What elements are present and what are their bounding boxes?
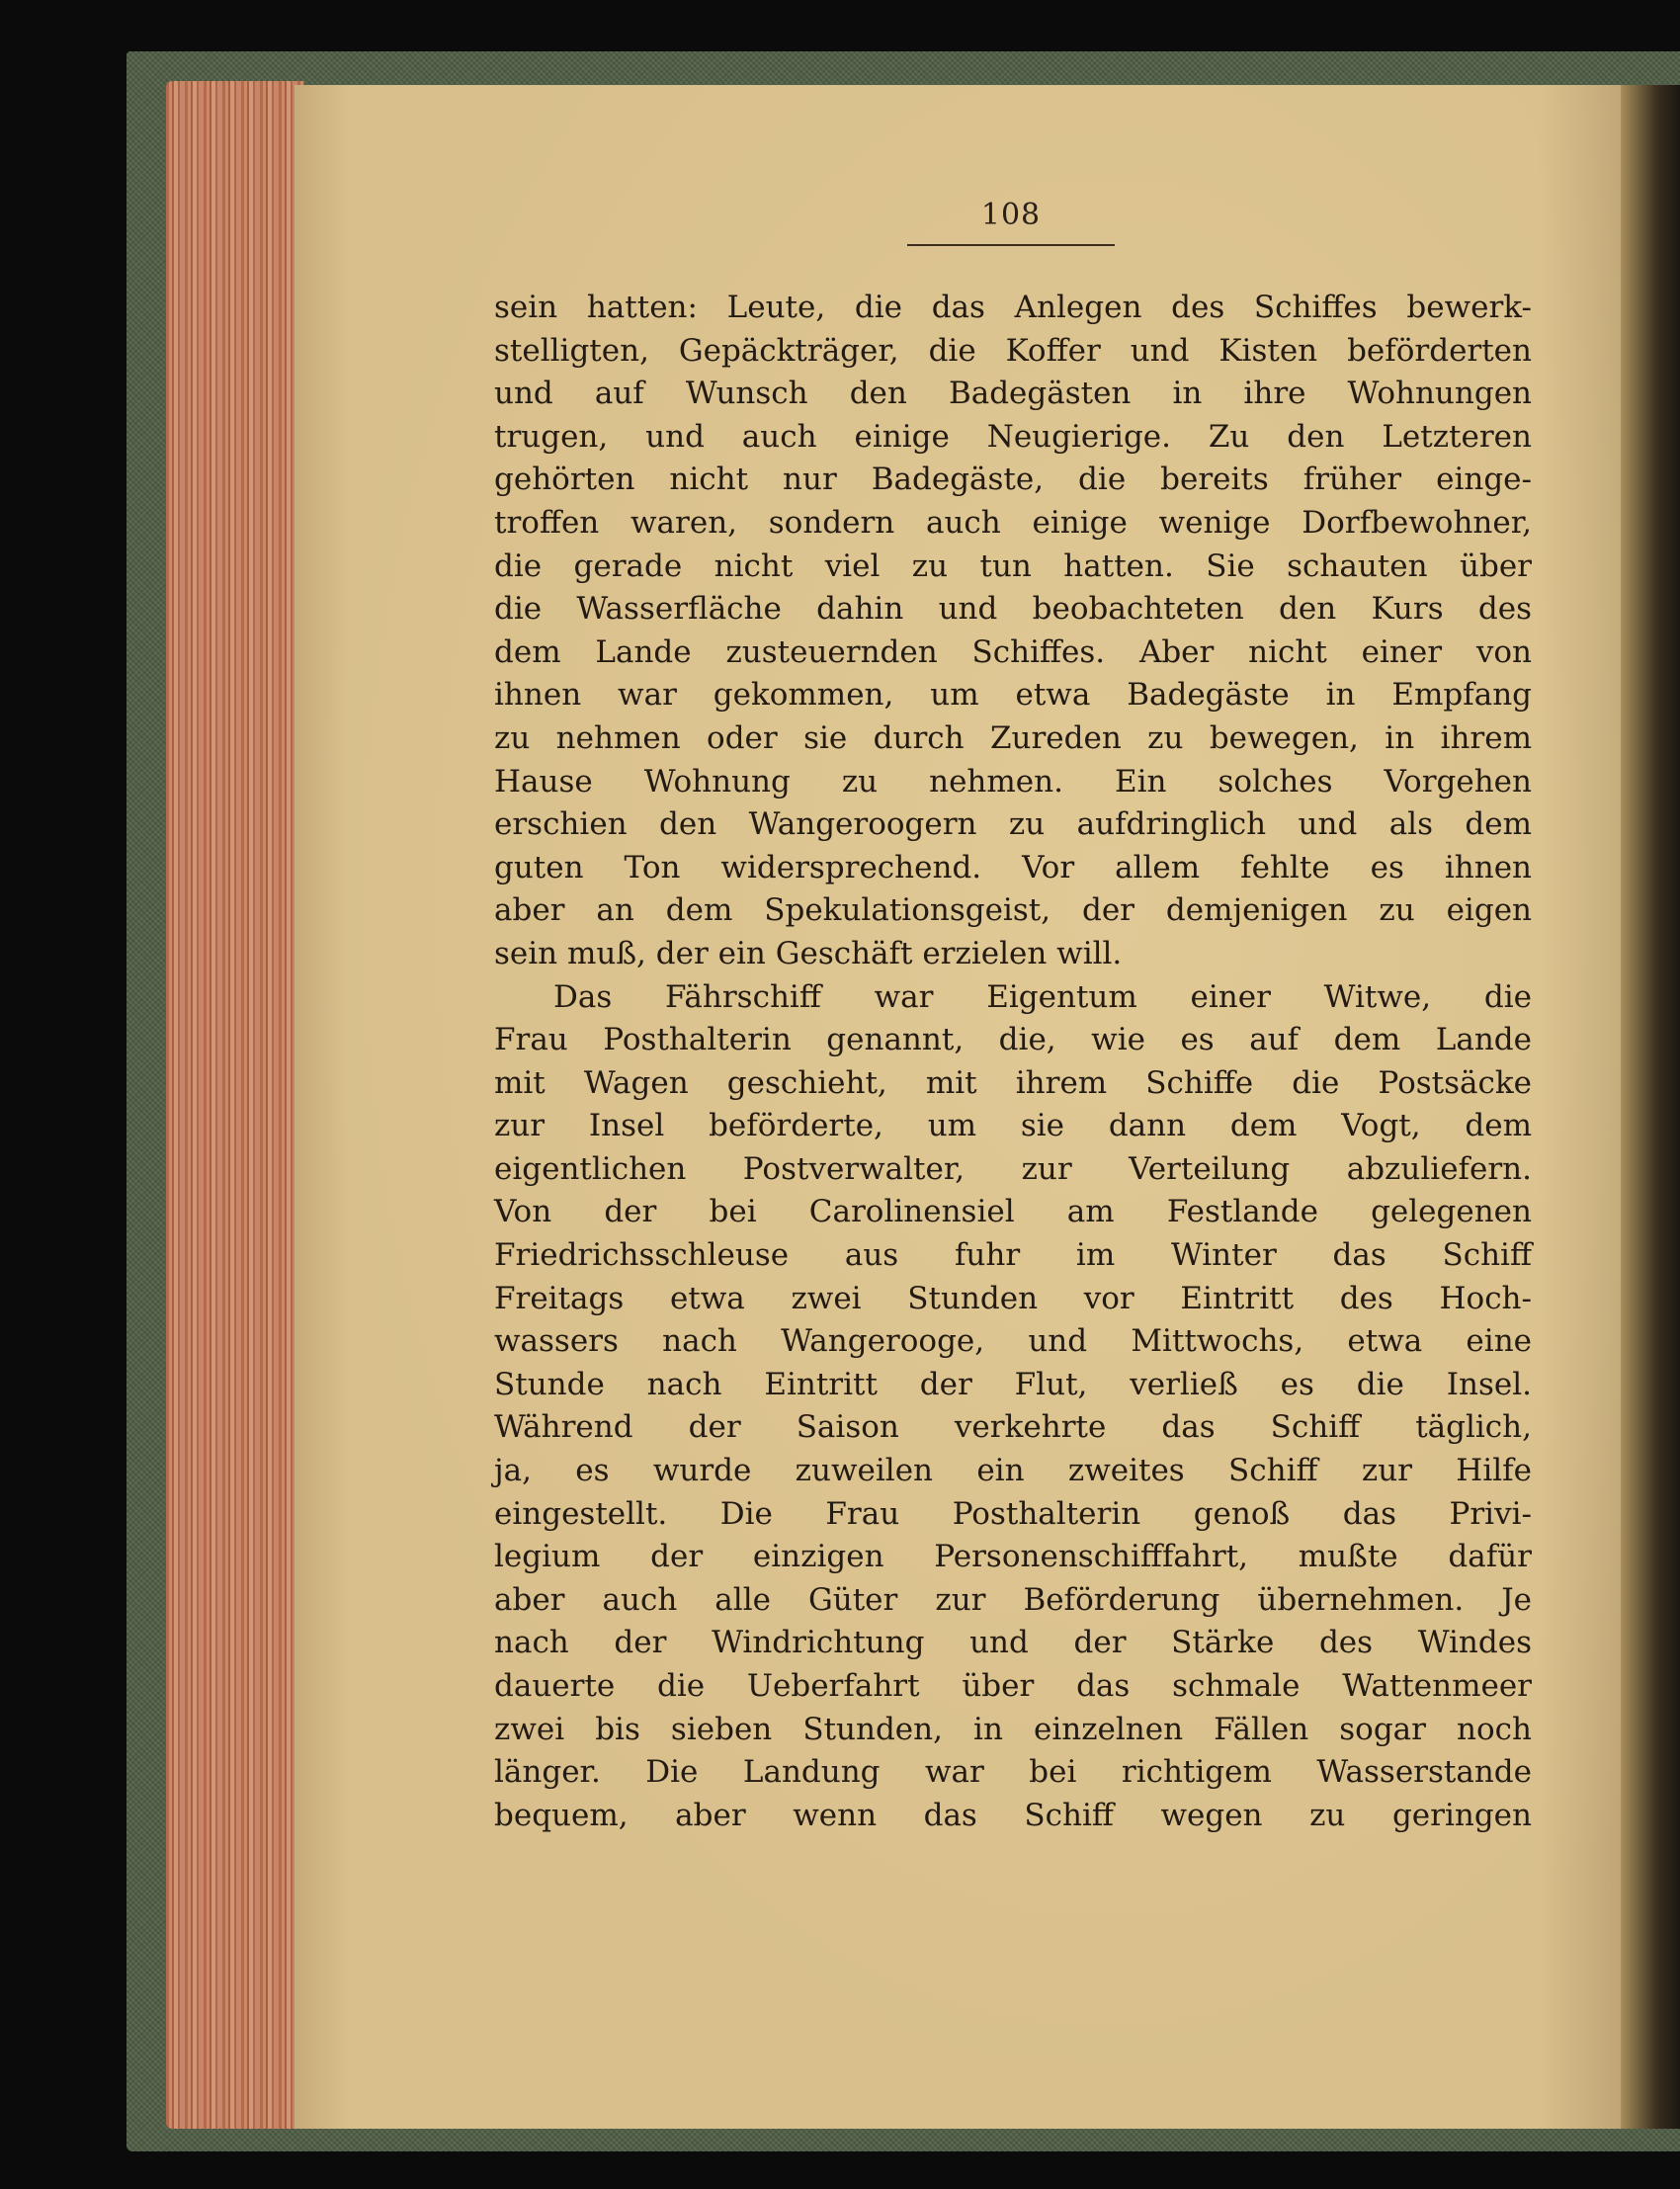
text-line: troffen waren, sondern auch einige wenige Dorfbewohner, xyxy=(494,504,1532,541)
text-line: Frau Posthalterin genannt, die, wie es auf dem Lande xyxy=(494,1022,1532,1058)
text-line: wassers nach Wangerooge, und Mittwochs, etwa eine xyxy=(494,1323,1532,1360)
text-line: länger. Die Landung war bei richtigem Wasserstande xyxy=(494,1754,1532,1791)
text-line: zur Insel beförderte, um sie dann dem Vogt, dem xyxy=(494,1108,1532,1144)
text-line: trugen, und auch einige Neugierige. Zu den Letzteren xyxy=(494,418,1532,455)
text-line: legium der einzigen Personenschifffahrt, mußte dafür xyxy=(494,1539,1532,1575)
text-line: ihnen war gekommen, um etwa Badegäste in Empfang xyxy=(494,677,1532,714)
text-line: dem Lande zusteuernden Schiffes. Aber nicht einer von xyxy=(494,633,1532,670)
text-line: sein muß, der ein Geschäft erzielen will. xyxy=(494,935,1123,971)
text-line: erschien den Wangeroogern zu aufdringlich und als dem xyxy=(494,806,1532,843)
text-line: zu nehmen oder sie durch Zureden zu bewegen, in ihrem xyxy=(494,719,1532,756)
text-line: aber auch alle Güter zur Beförderung übernehmen. Je xyxy=(494,1581,1532,1618)
text-line: eingestellt. Die Frau Posthalterin genoß das Privi- xyxy=(494,1495,1532,1532)
book-gutter xyxy=(1621,85,1680,2129)
page-edges xyxy=(166,81,304,2129)
text-line: ja, es wurde zuweilen ein zweites Schiff zur Hilfe xyxy=(494,1453,1532,1489)
text-line: dauerte die Ueberfahrt über das schmale Wattenmeer xyxy=(494,1668,1532,1704)
text-line: guten Ton widersprechend. Vor allem fehlte es ihnen xyxy=(494,849,1532,885)
text-line: nach der Windrichtung und der Stärke des Windes xyxy=(494,1625,1532,1661)
body-text xyxy=(494,287,1532,1837)
text-line: mit Wagen geschieht, mit ihrem Schiffe die Postsäcke xyxy=(494,1064,1532,1101)
text-line: Friedrichsschleuse aus fuhr im Winter das Schiff xyxy=(494,1237,1532,1274)
page-number-rule xyxy=(907,244,1115,246)
text-line: gehörten nicht nur Badegäste, die bereits früher einge- xyxy=(494,462,1532,498)
text-line: sein hatten: Leute, die das Anlegen des Schiffes bewerk- xyxy=(494,290,1532,325)
text-line: Während der Saison verkehrte das Schiff täglich, xyxy=(494,1409,1532,1446)
text-line: die Wasserfläche dahin und beobachteten den Kurs des xyxy=(494,591,1532,628)
text-line: Stunde nach Eintritt der Flut, verließ es die Insel. xyxy=(494,1366,1532,1402)
text-line: Hause Wohnung zu nehmen. Ein solches Vorgehen xyxy=(494,763,1532,800)
text-line: aber an dem Spekulationsgeist, der demjenigen zu eigen xyxy=(494,892,1532,929)
text-line: Freitags etwa zwei Stunden vor Eintritt des Hoch- xyxy=(494,1280,1532,1316)
text-line: bequem, aber wenn das Schiff wegen zu geringen xyxy=(494,1797,1532,1833)
text-line: und auf Wunsch den Badegästen in ihre Wohnungen xyxy=(494,376,1532,412)
text-line: Das Fährschiff war Eigentum einer Witwe, die xyxy=(553,978,1532,1015)
text-line: die gerade nicht viel zu tun hatten. Sie schauten über xyxy=(494,547,1532,584)
text-line: eigentlichen Postverwalter, zur Verteilung abzuliefern. xyxy=(494,1150,1532,1187)
text-line: Von der bei Carolinensiel am Festlande gelegenen xyxy=(494,1194,1532,1230)
text-line: zwei bis sieben Stunden, in einzelnen Fällen sogar noch xyxy=(494,1711,1532,1747)
page-number: 108 xyxy=(980,198,1042,232)
text-line: stelligten, Gepäckträger, die Koffer und Kisten beförderten xyxy=(494,332,1532,369)
